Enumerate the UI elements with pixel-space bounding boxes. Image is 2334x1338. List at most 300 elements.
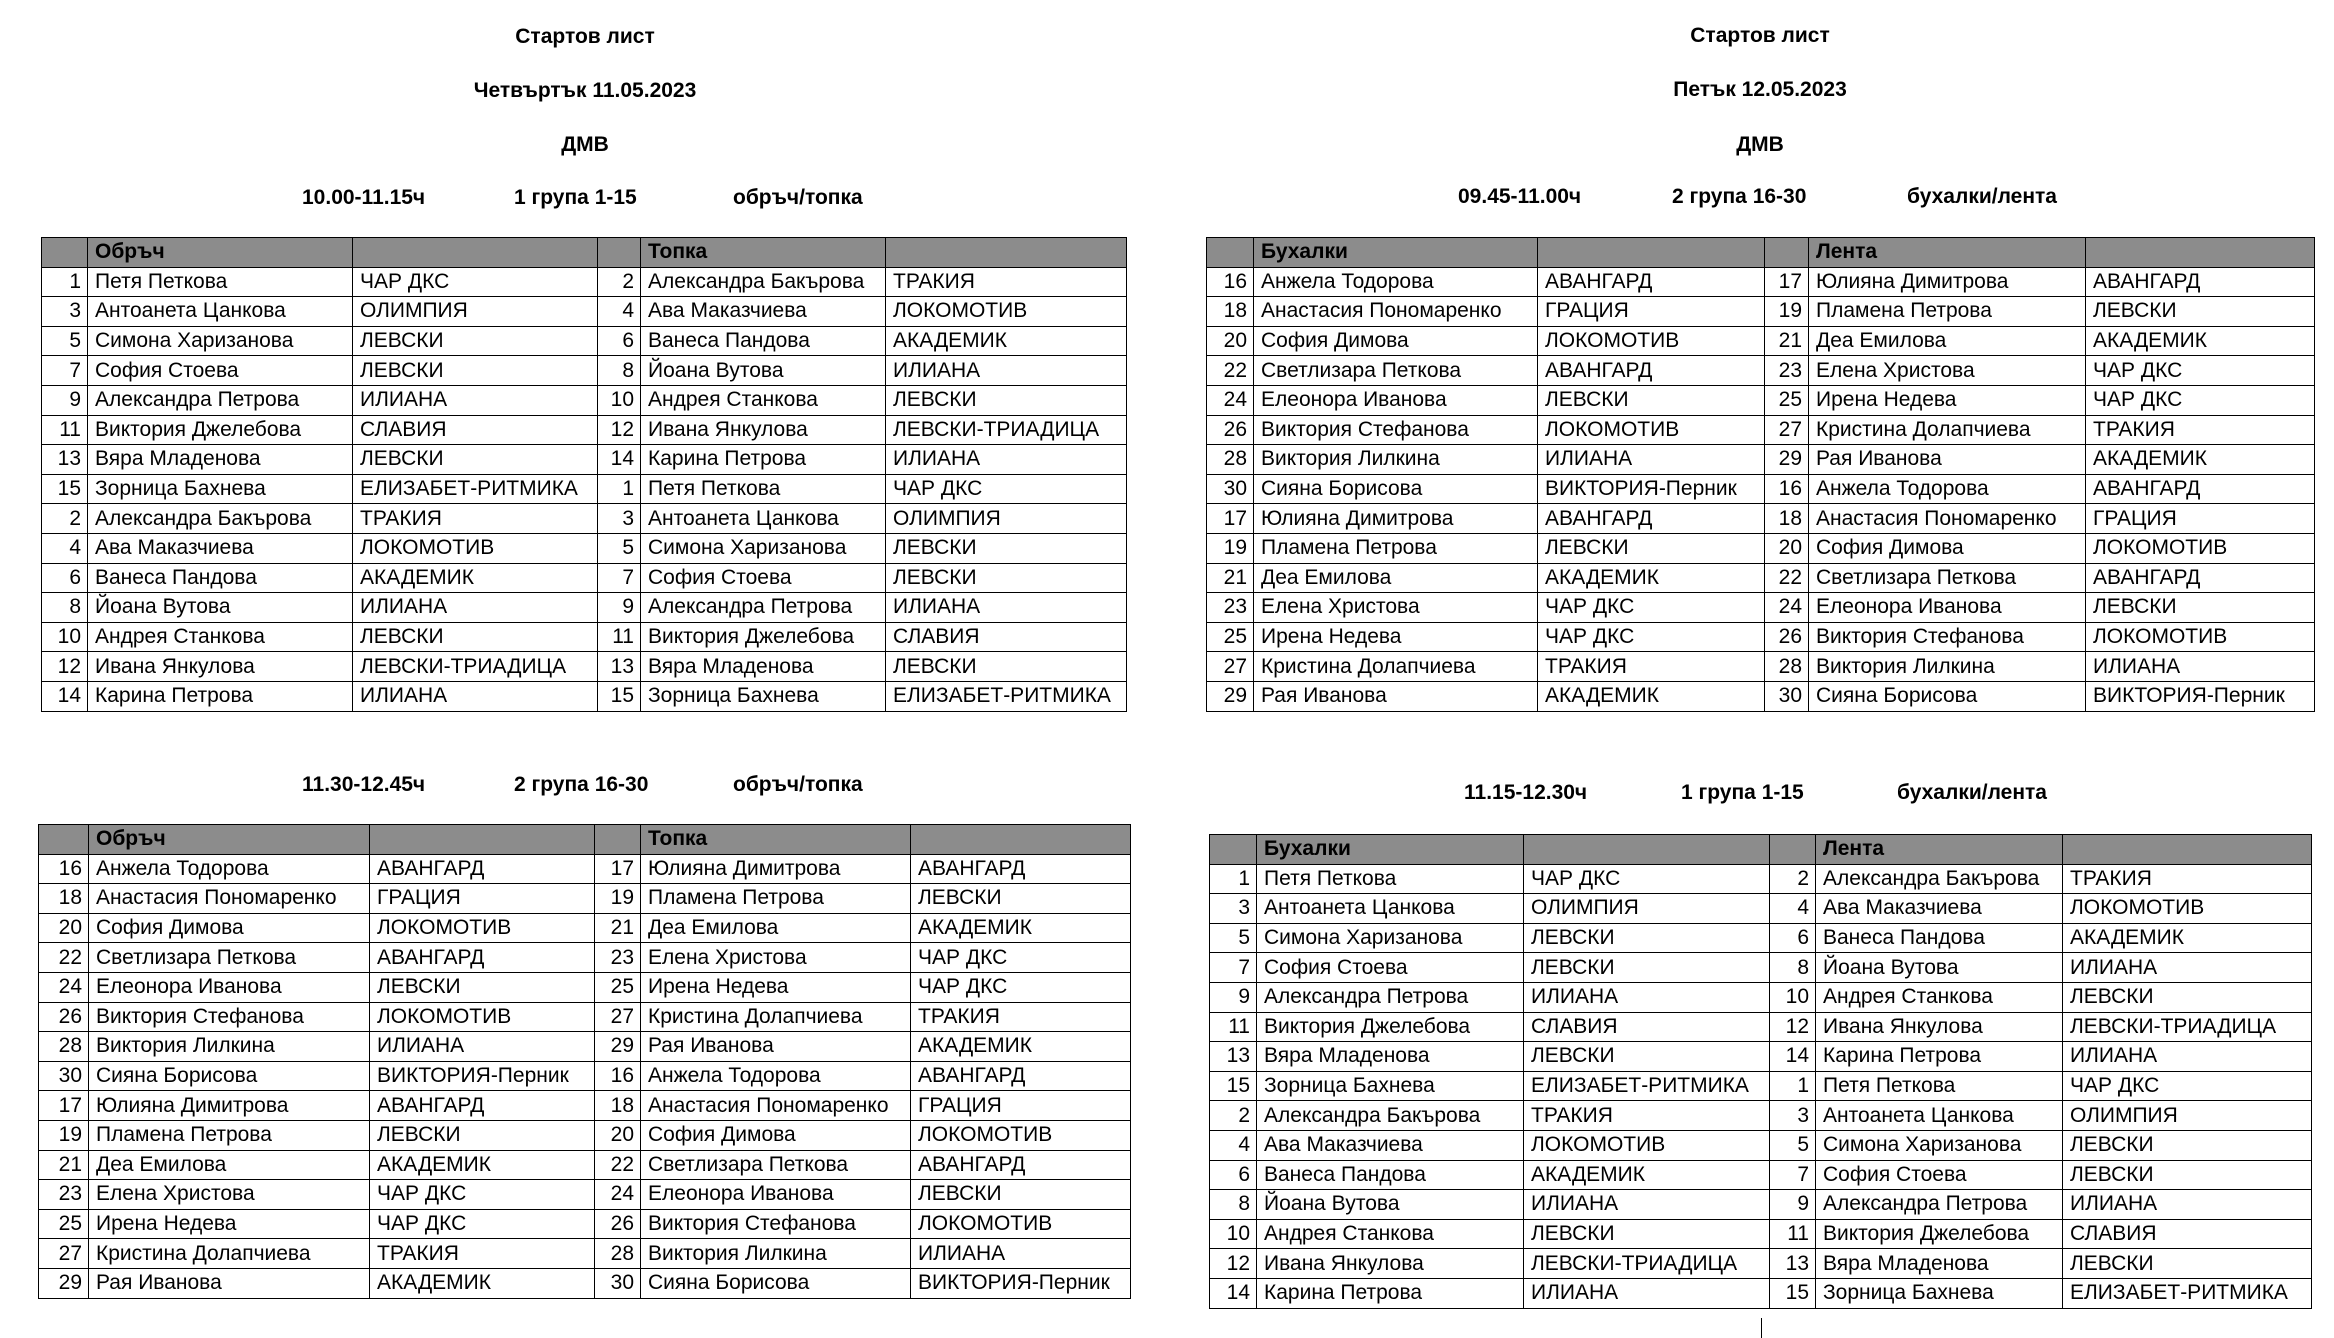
club-name: ЧАР ДКС [1538,622,1765,652]
table-row [42,504,1127,534]
start-number: 27 [595,1002,641,1032]
start-number: 9 [598,593,641,623]
club-name: ЧАР ДКС [911,972,1131,1002]
club-name: АКАДЕМИК [1538,681,1765,711]
athlete-name: Елена Христова [89,1180,370,1210]
start-number: 27 [39,1239,89,1269]
athlete-name: Елена Христова [641,943,911,973]
start-number: 29 [595,1032,641,1062]
start-number: 22 [39,943,89,973]
athlete-name: Кристина Долапчиева [1809,415,2086,445]
start-table [38,824,1131,1299]
club-name: ВИКТОРИЯ-Перник [1538,474,1765,504]
club-name: ЛЕВСКИ [1538,385,1765,415]
athlete-name: Анжела Тодорова [89,854,370,884]
start-number: 30 [595,1268,641,1298]
athlete-name: Виктория Стефанова [1809,622,2086,652]
start-number: 22 [1765,563,1809,593]
club-name: ЛЕВСКИ [886,533,1127,563]
club-name: ЛЕВСКИ [353,356,598,386]
start-number: 27 [1207,652,1254,682]
start-number: 2 [598,267,641,297]
athlete-name: Симона Харизанова [1816,1130,2063,1160]
club-name: ЛЕВСКИ [2063,1249,2312,1279]
club-name: ЛЕВСКИ [2063,982,2312,1012]
club-name: СЛАВИЯ [2063,1219,2312,1249]
athlete-name: Андрея Станкова [641,385,886,415]
start-number: 9 [1770,1190,1816,1220]
club-name: ВИКТОРИЯ-Перник [370,1061,595,1091]
club-name: ТРАКИЯ [886,267,1127,297]
athlete-name: Юлияна Димитрова [641,854,911,884]
start-number: 4 [1770,894,1816,924]
start-number: 7 [598,563,641,593]
header-cell [370,825,595,855]
club-name: ЛЕВСКИ [911,1180,1131,1210]
start-number: 23 [1207,593,1254,623]
start-number: 11 [1210,1012,1257,1042]
header-cell [1538,238,1765,268]
start-number: 13 [1210,1042,1257,1072]
apparatus-header-left: Бухалки [1257,835,1524,865]
club-name: ЧАР ДКС [2086,356,2315,386]
start-number: 4 [598,297,641,327]
athlete-name: Александра Петрова [641,593,886,623]
start-number: 29 [39,1268,89,1298]
athlete-name: Сияна Борисова [1809,681,2086,711]
start-number: 8 [42,593,88,623]
table-row [1210,1042,2312,1072]
start-number: 17 [1765,267,1809,297]
table-row [39,1120,1131,1150]
athlete-name: Кристина Долапчиева [641,1002,911,1032]
start-number: 16 [1207,267,1254,297]
day-category: ДМВ [561,133,609,156]
start-number: 1 [1770,1071,1816,1101]
athlete-name: Пламена Петрова [641,884,911,914]
athlete-name: Зорница Бахнева [641,681,886,711]
start-number: 19 [1207,533,1254,563]
table-row [1210,894,2312,924]
athlete-name: София Стоева [1816,1160,2063,1190]
start-number: 21 [1207,563,1254,593]
start-number: 10 [598,385,641,415]
apparatus-header-left: Обръч [89,825,370,855]
start-number: 28 [1765,652,1809,682]
start-number: 6 [42,563,88,593]
athlete-name: Ирена Недева [1809,385,2086,415]
start-number: 6 [1210,1160,1257,1190]
athlete-name: Виктория Лилкина [641,1239,911,1269]
table-row [1210,1278,2312,1308]
athlete-name: Антоанета Цанкова [641,504,886,534]
athlete-name: Андрея Станкова [1816,982,2063,1012]
start-number: 20 [1207,326,1254,356]
table-row [1207,445,2315,475]
athlete-name: Ванеса Пандова [1816,923,2063,953]
table-row [39,1209,1131,1239]
club-name: ЛОКОМОТИВ [1538,415,1765,445]
athlete-name: Ивана Янкулова [1257,1249,1524,1279]
athlete-name: Ванеса Пандова [641,326,886,356]
start-number: 5 [42,326,88,356]
athlete-name: Йоана Вутова [88,593,353,623]
club-name: ЕЛИЗАБЕТ-РИТМИКА [1524,1071,1770,1101]
athlete-name: Виктория Лилкина [1254,445,1538,475]
club-name: АВАНГАРД [2086,267,2315,297]
athlete-name: Анжела Тодорова [1254,267,1538,297]
start-number: 2 [1210,1101,1257,1131]
club-name: АВАНГАРД [911,1061,1131,1091]
athlete-name: Петя Петкова [641,474,886,504]
start-number: 10 [42,622,88,652]
table-row [39,1091,1131,1121]
club-name: ТРАКИЯ [370,1239,595,1269]
club-name: ИЛИАНА [2063,953,2312,983]
table-row [39,1180,1131,1210]
table-row [1210,864,2312,894]
club-name: ЛОКОМОТИВ [370,913,595,943]
table-row [39,1002,1131,1032]
athlete-name: Карина Петрова [1257,1278,1524,1308]
athlete-name: Юлияна Димитрова [1254,504,1538,534]
club-name: ЧАР ДКС [1538,593,1765,623]
athlete-name: Анастасия Пономаренко [89,884,370,914]
start-number: 26 [595,1209,641,1239]
athlete-name: Антоанета Цанкова [1816,1101,2063,1131]
club-name: АКАДЕМИК [2086,326,2315,356]
athlete-name: София Стоева [1257,953,1524,983]
start-number: 11 [42,415,88,445]
apparatus-header-left: Обръч [88,238,353,268]
start-number: 19 [39,1120,89,1150]
table-row [1210,1160,2312,1190]
athlete-name: Антоанета Цанкова [1257,894,1524,924]
table-row [1210,1071,2312,1101]
athlete-name: Виктория Джелебова [1257,1012,1524,1042]
day-date: Четвъртък 11.05.2023 [473,79,697,102]
club-name: ИЛИАНА [1524,1278,1770,1308]
start-number: 7 [1770,1160,1816,1190]
start-number: 10 [1210,1219,1257,1249]
table-row [42,297,1127,327]
session-group: 2 група 16-30 [514,773,649,796]
table-edge-line [1761,1318,1762,1338]
table-row [1210,1130,2312,1160]
start-number: 18 [1207,297,1254,327]
athlete-name: Ивана Янкулова [1816,1012,2063,1042]
start-number: 24 [39,972,89,1002]
athlete-name: Деа Емилова [1254,563,1538,593]
club-name: ЛЕВСКИ [886,652,1127,682]
club-name: АВАНГАРД [370,943,595,973]
header-cell [1207,238,1254,268]
club-name: АКАДЕМИК [1524,1160,1770,1190]
session-apparatus: бухалки/лента [1897,781,2047,804]
club-name: ИЛИАНА [886,445,1127,475]
start-number: 6 [1770,923,1816,953]
start-number: 24 [1207,385,1254,415]
start-number: 14 [42,681,88,711]
start-number: 1 [42,267,88,297]
header-cell [886,238,1127,268]
club-name: АКАДЕМИК [911,1032,1131,1062]
start-number: 3 [1210,894,1257,924]
athlete-name: Елеонора Иванова [1254,385,1538,415]
athlete-name: Ава Маказчиева [1257,1130,1524,1160]
club-name: ЛЕВСКИ-ТРИАДИЦА [886,415,1127,445]
club-name: ЛОКОМОТИВ [1524,1130,1770,1160]
athlete-name: Йоана Вутова [1816,953,2063,983]
club-name: ОЛИМПИЯ [353,297,598,327]
athlete-name: Ванеса Пандова [88,563,353,593]
start-number: 7 [1210,953,1257,983]
club-name: ИЛИАНА [2063,1190,2312,1220]
start-number: 4 [42,533,88,563]
session-apparatus: обръч/топка [733,773,863,796]
start-number: 13 [1770,1249,1816,1279]
club-name: АВАНГАРД [1538,356,1765,386]
start-number: 1 [598,474,641,504]
athlete-name: Симона Харизанова [641,533,886,563]
day-date: Петък 12.05.2023 [1673,78,1847,101]
club-name: АКАДЕМИК [2063,923,2312,953]
club-name: АКАДЕМИК [370,1150,595,1180]
table-row [39,1150,1131,1180]
start-number: 7 [42,356,88,386]
table-row [42,652,1127,682]
athlete-name: Рая Иванова [641,1032,911,1062]
athlete-name: Ивана Янкулова [641,415,886,445]
club-name: ЛЕВСКИ-ТРИАДИЦА [353,652,598,682]
athlete-name: Симона Харизанова [88,326,353,356]
club-name: ЕЛИЗАБЕТ-РИТМИКА [2063,1278,2312,1308]
club-name: ЧАР ДКС [2063,1071,2312,1101]
start-number: 12 [598,415,641,445]
club-name: СЛАВИЯ [886,622,1127,652]
start-number: 12 [1210,1249,1257,1279]
start-number: 19 [1765,297,1809,327]
athlete-name: Виктория Лилкина [89,1032,370,1062]
start-number: 28 [595,1239,641,1269]
start-number: 17 [1207,504,1254,534]
club-name: ЧАР ДКС [1524,864,1770,894]
table-row [1207,652,2315,682]
club-name: ТРАКИЯ [1524,1101,1770,1131]
start-number: 17 [595,854,641,884]
header-cell [39,825,89,855]
athlete-name: Антоанета Цанкова [88,297,353,327]
header-cell [1765,238,1809,268]
athlete-name: Рая Иванова [1254,681,1538,711]
club-name: АВАНГАРД [911,854,1131,884]
club-name: АВАНГАРД [1538,504,1765,534]
club-name: ЛОКОМОТИВ [353,533,598,563]
start-number: 4 [1210,1130,1257,1160]
club-name: ЧАР ДКС [353,267,598,297]
club-name: ЛОКОМОТИВ [911,1120,1131,1150]
club-name: АВАНГАРД [1538,267,1765,297]
club-name: ЛОКОМОТИВ [2063,894,2312,924]
start-number: 2 [1770,864,1816,894]
start-number: 28 [39,1032,89,1062]
start-number: 23 [1765,356,1809,386]
table-row [1207,563,2315,593]
club-name: ЛЕВСКИ [1538,533,1765,563]
table-row [42,415,1127,445]
start-number: 24 [1765,593,1809,623]
start-number: 5 [1770,1130,1816,1160]
start-number: 8 [1770,953,1816,983]
table-row [1207,326,2315,356]
start-number: 14 [598,445,641,475]
table-row [42,593,1127,623]
club-name: АКАДЕМИК [2086,445,2315,475]
athlete-name: Ирена Недева [1254,622,1538,652]
start-number: 2 [42,504,88,534]
club-name: ОЛИМПИЯ [1524,894,1770,924]
header-cell [1770,835,1816,865]
start-number: 15 [598,681,641,711]
header-cell [42,238,88,268]
table-row [1210,1012,2312,1042]
start-number: 1 [1210,864,1257,894]
session-time: 11.15-12.30ч [1464,781,1588,804]
start-table [1206,237,2315,712]
start-number: 9 [1210,982,1257,1012]
start-number: 21 [39,1150,89,1180]
start-number: 6 [598,326,641,356]
header-cell [911,825,1131,855]
start-table [41,237,1127,712]
apparatus-header-right: Топка [641,825,911,855]
club-name: ЛОКОМОТИВ [886,297,1127,327]
start-number: 14 [1770,1042,1816,1072]
athlete-name: Александра Петрова [1257,982,1524,1012]
club-name: СЛАВИЯ [1524,1012,1770,1042]
start-number: 30 [1765,681,1809,711]
club-name: ЛЕВСКИ [911,884,1131,914]
athlete-name: Александра Бакърова [1257,1101,1524,1131]
header-cell [2086,238,2315,268]
club-name: ИЛИАНА [886,356,1127,386]
athlete-name: Ава Маказчиева [641,297,886,327]
header-cell [353,238,598,268]
session-apparatus: бухалки/лента [1907,185,2057,208]
athlete-name: Александра Бакърова [88,504,353,534]
athlete-name: Сияна Борисова [1254,474,1538,504]
session-time: 09.45-11.00ч [1458,185,1582,208]
athlete-name: Йоана Вутова [641,356,886,386]
athlete-name: Ирена Недева [89,1209,370,1239]
athlete-name: Виктория Лилкина [1809,652,2086,682]
athlete-name: Ивана Янкулова [88,652,353,682]
athlete-name: Симона Харизанова [1257,923,1524,953]
start-number: 3 [42,297,88,327]
club-name: ИЛИАНА [2086,652,2315,682]
club-name: ТРАКИЯ [2063,864,2312,894]
club-name: АКАДЕМИК [1538,563,1765,593]
athlete-name: Зорница Бахнева [88,474,353,504]
table-row [1207,622,2315,652]
start-number: 8 [598,356,641,386]
athlete-name: Деа Емилова [89,1150,370,1180]
table-row [1207,267,2315,297]
athlete-name: Зорница Бахнева [1257,1071,1524,1101]
table-row [1207,504,2315,534]
session-group: 1 група 1-15 [514,186,637,209]
session-time: 10.00-11.15ч [302,186,426,209]
club-name: ТРАКИЯ [2086,415,2315,445]
club-name: ЛЕВСКИ [2063,1160,2312,1190]
club-name: ЛЕВСКИ [2086,593,2315,623]
athlete-name: Деа Емилова [641,913,911,943]
club-name: АВАНГАРД [911,1150,1131,1180]
athlete-name: Юлияна Димитрова [1809,267,2086,297]
club-name: ИЛИАНА [911,1239,1131,1269]
apparatus-header-right: Топка [641,238,886,268]
table-row [39,854,1131,884]
header-cell [598,238,641,268]
athlete-name: Карина Петрова [641,445,886,475]
session-apparatus: обръч/топка [733,186,863,209]
start-number: 26 [1207,415,1254,445]
athlete-name: Виктория Стефанова [1254,415,1538,445]
athlete-name: Сияна Борисова [89,1061,370,1091]
athlete-name: Андрея Станкова [88,622,353,652]
table-row [1210,1219,2312,1249]
start-number: 16 [39,854,89,884]
start-number: 16 [595,1061,641,1091]
athlete-name: Сияна Борисова [641,1268,911,1298]
start-number: 24 [595,1180,641,1210]
club-name: ЕЛИЗАБЕТ-РИТМИКА [353,474,598,504]
table-row [39,972,1131,1002]
table-row [1210,1101,2312,1131]
club-name: АКАДЕМИК [370,1268,595,1298]
athlete-name: Йоана Вутова [1257,1190,1524,1220]
athlete-name: Вяра Младенова [1257,1042,1524,1072]
athlete-name: Петя Петкова [88,267,353,297]
start-number: 30 [39,1061,89,1091]
table-row [1210,1249,2312,1279]
club-name: ЧАР ДКС [911,943,1131,973]
club-name: ВИКТОРИЯ-Перник [2086,681,2315,711]
apparatus-header-right: Лента [1809,238,2086,268]
start-number: 8 [1210,1190,1257,1220]
table-row [1207,385,2315,415]
athlete-name: Зорница Бахнева [1816,1278,2063,1308]
session-group: 2 група 16-30 [1672,185,1807,208]
club-name: ЛЕВСКИ [370,972,595,1002]
start-number: 25 [595,972,641,1002]
athlete-name: София Стоева [88,356,353,386]
athlete-name: Юлияна Димитрова [89,1091,370,1121]
athlete-name: Карина Петрова [1816,1042,2063,1072]
table-row [42,533,1127,563]
club-name: ЧАР ДКС [370,1180,595,1210]
club-name: АКАДЕМИК [353,563,598,593]
start-number: 16 [1765,474,1809,504]
athlete-name: Ава Маказчиева [1816,894,2063,924]
club-name: ЧАР ДКС [370,1209,595,1239]
start-table [1209,834,2312,1309]
athlete-name: София Стоева [641,563,886,593]
day-title: Стартов лист [515,25,655,48]
athlete-name: Анжела Тодорова [1809,474,2086,504]
start-number: 13 [42,445,88,475]
club-name: ЛЕВСКИ [1524,953,1770,983]
